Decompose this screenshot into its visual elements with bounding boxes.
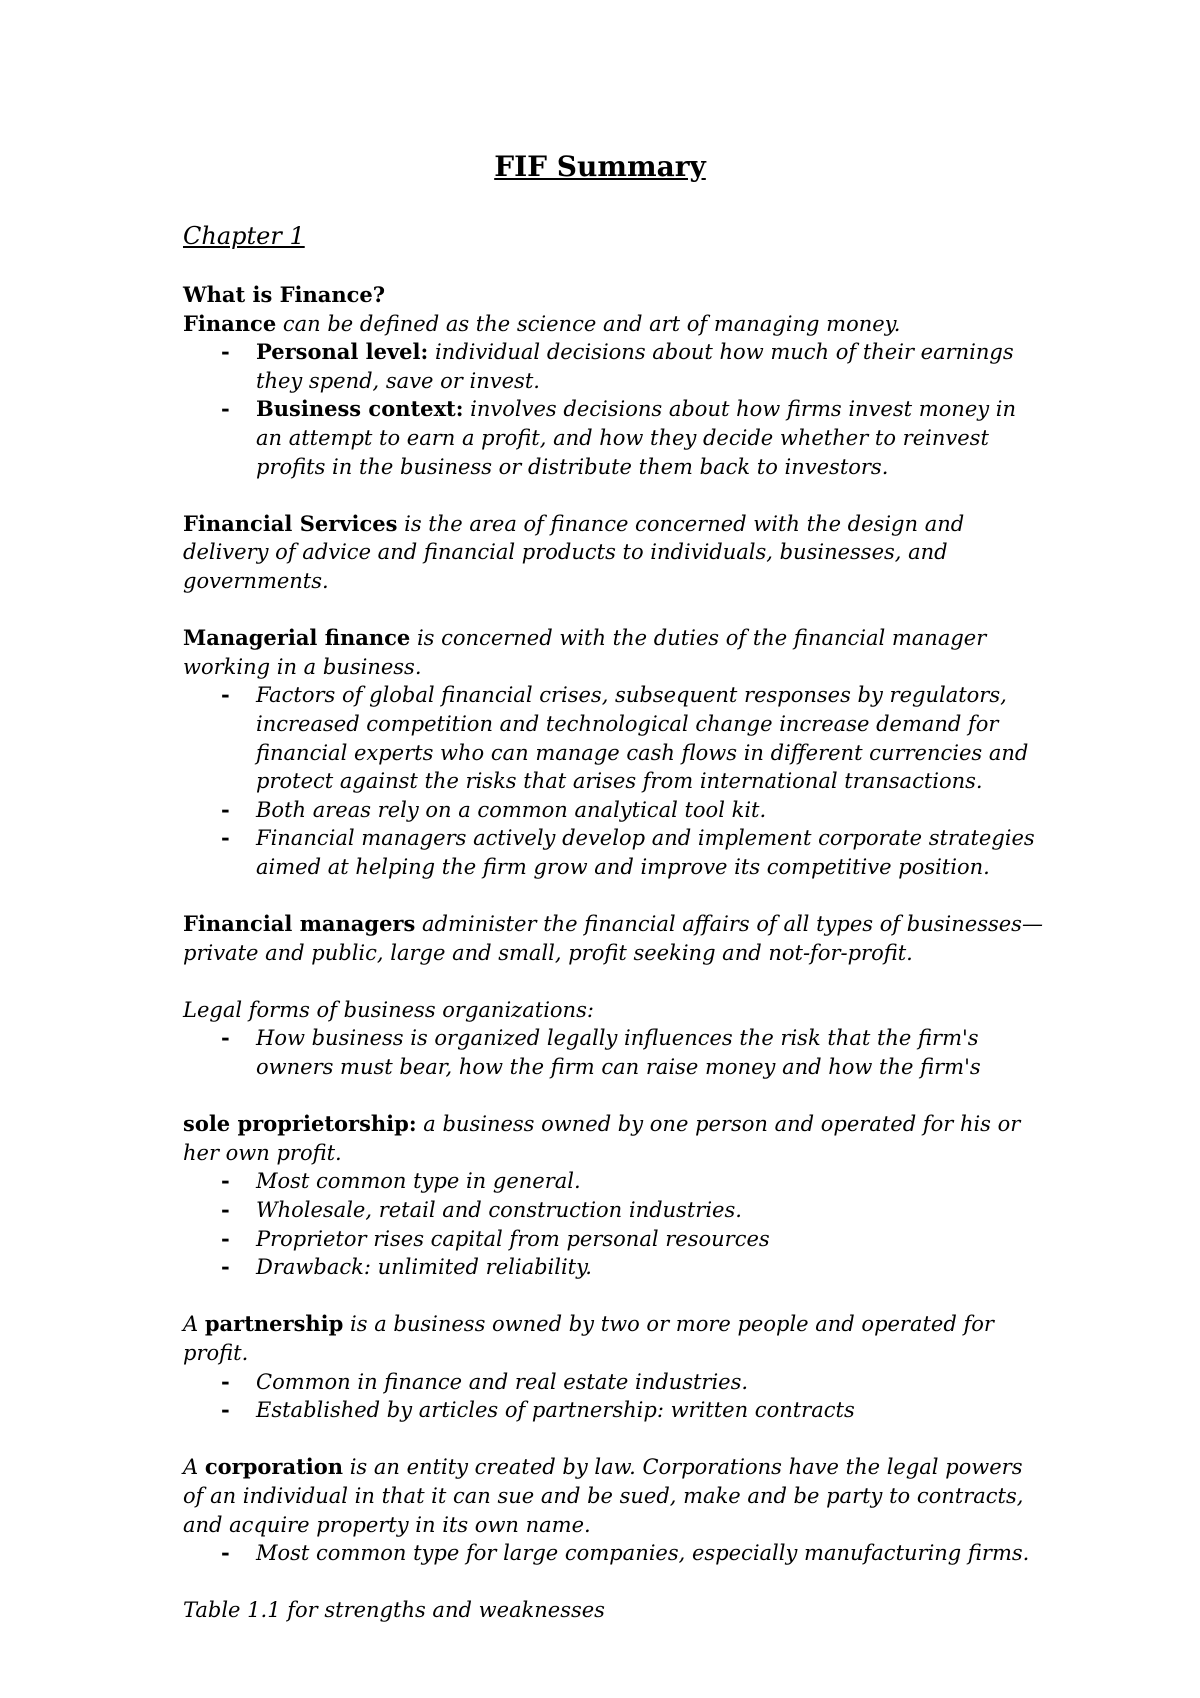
section-partnership [183, 1310, 1043, 1424]
financial-managers-definition: Financial managers administer the financial affairs of all types of businesses—private and public, large and small, profit seeking and not-for-profit. [183, 911, 1043, 965]
list-item: - Common in finance and real estate industries. [183, 1368, 1043, 1397]
finance-definition: Finance can be defined as the science and art of managing money. [183, 310, 901, 336]
financial-services-definition: Financial Services is the area of finance concerned with the design and delivery of advice and financial products to individuals, businesses, and governments. [183, 510, 965, 593]
list-item: - Most common type for large companies, especially manufacturing firms. [183, 1539, 1043, 1568]
corporation-definition: A corporation is an entity created by law. Corporations have the legal powers of an individual in that it can sue and be sued, make and be party to contracts, and acquire property in its own name. [183, 1454, 1024, 1537]
section-financial-managers [183, 910, 1043, 967]
list-item: - Established by articles of partnership: written contracts [183, 1396, 1043, 1425]
finance-bullet-list [183, 338, 1043, 481]
section-financial-services [183, 510, 1043, 596]
legal-forms-heading: Legal forms of business organizations: [183, 997, 594, 1022]
list-item: - Both areas rely on a common analytical tool kit. [183, 796, 1043, 825]
section-what-is-finance [183, 281, 1043, 481]
list-item: - Drawback: unlimited reliability. [183, 1253, 1043, 1282]
section-legal-forms [183, 996, 1043, 1082]
section-sole-proprietorship [183, 1110, 1043, 1282]
table-note: Table 1.1 for strengths and weaknesses [183, 1598, 605, 1623]
list-item: - Personal level: individual decisions about how much of their earnings they spend, save or invest. [183, 338, 1043, 395]
document-title: FIF Summary [494, 150, 706, 183]
section-table-note [183, 1596, 1043, 1625]
chapter-heading: Chapter 1 [183, 222, 305, 250]
list-item: - Most common type in general. [183, 1167, 1043, 1196]
finance-heading: What is Finance? [183, 282, 386, 307]
list-item: - Proprietor rises capital from personal resources [183, 1225, 1043, 1254]
list-item: - Wholesale, retail and construction industries. [183, 1196, 1043, 1225]
legal-forms-bullet-list [183, 1024, 1043, 1081]
managerial-finance-definition: Managerial finance is concerned with the duties of the financial manager working in a business. [183, 625, 987, 679]
partnership-definition: A partnership is a business owned by two or more people and operated for profit. [183, 1311, 994, 1365]
section-managerial-finance [183, 624, 1043, 881]
sole-proprietorship-bullet-list [183, 1167, 1043, 1281]
list-item: - Financial managers actively develop and implement corporate strategies aimed at helping the firm grow and improve its competitive position. [183, 824, 1043, 881]
section-corporation [183, 1453, 1043, 1567]
list-item: - How business is organized legally influences the risk that the firm's owners must bear, how the firm can raise money and how the firm's [183, 1024, 1043, 1081]
sole-proprietorship-definition: sole proprietorship: a business owned by one person and operated for his or her own profit. [183, 1111, 1021, 1165]
list-item: - Business context: involves decisions about how firms invest money in an attempt to earn a profit, and how they decide whether to reinvest profits in the business or distribute them back to investors. [183, 395, 1043, 481]
corporation-bullet-list [183, 1539, 1043, 1568]
document-body [183, 281, 1043, 1625]
list-item: - Factors of global financial crises, subsequent responses by regulators, increased competition and technological change increase demand for financial experts who can manage cash flows in different currencies and protect against the risks that arises from international transactions. [183, 681, 1043, 795]
partnership-bullet-list [183, 1368, 1043, 1425]
managerial-finance-bullet-list [183, 681, 1043, 881]
